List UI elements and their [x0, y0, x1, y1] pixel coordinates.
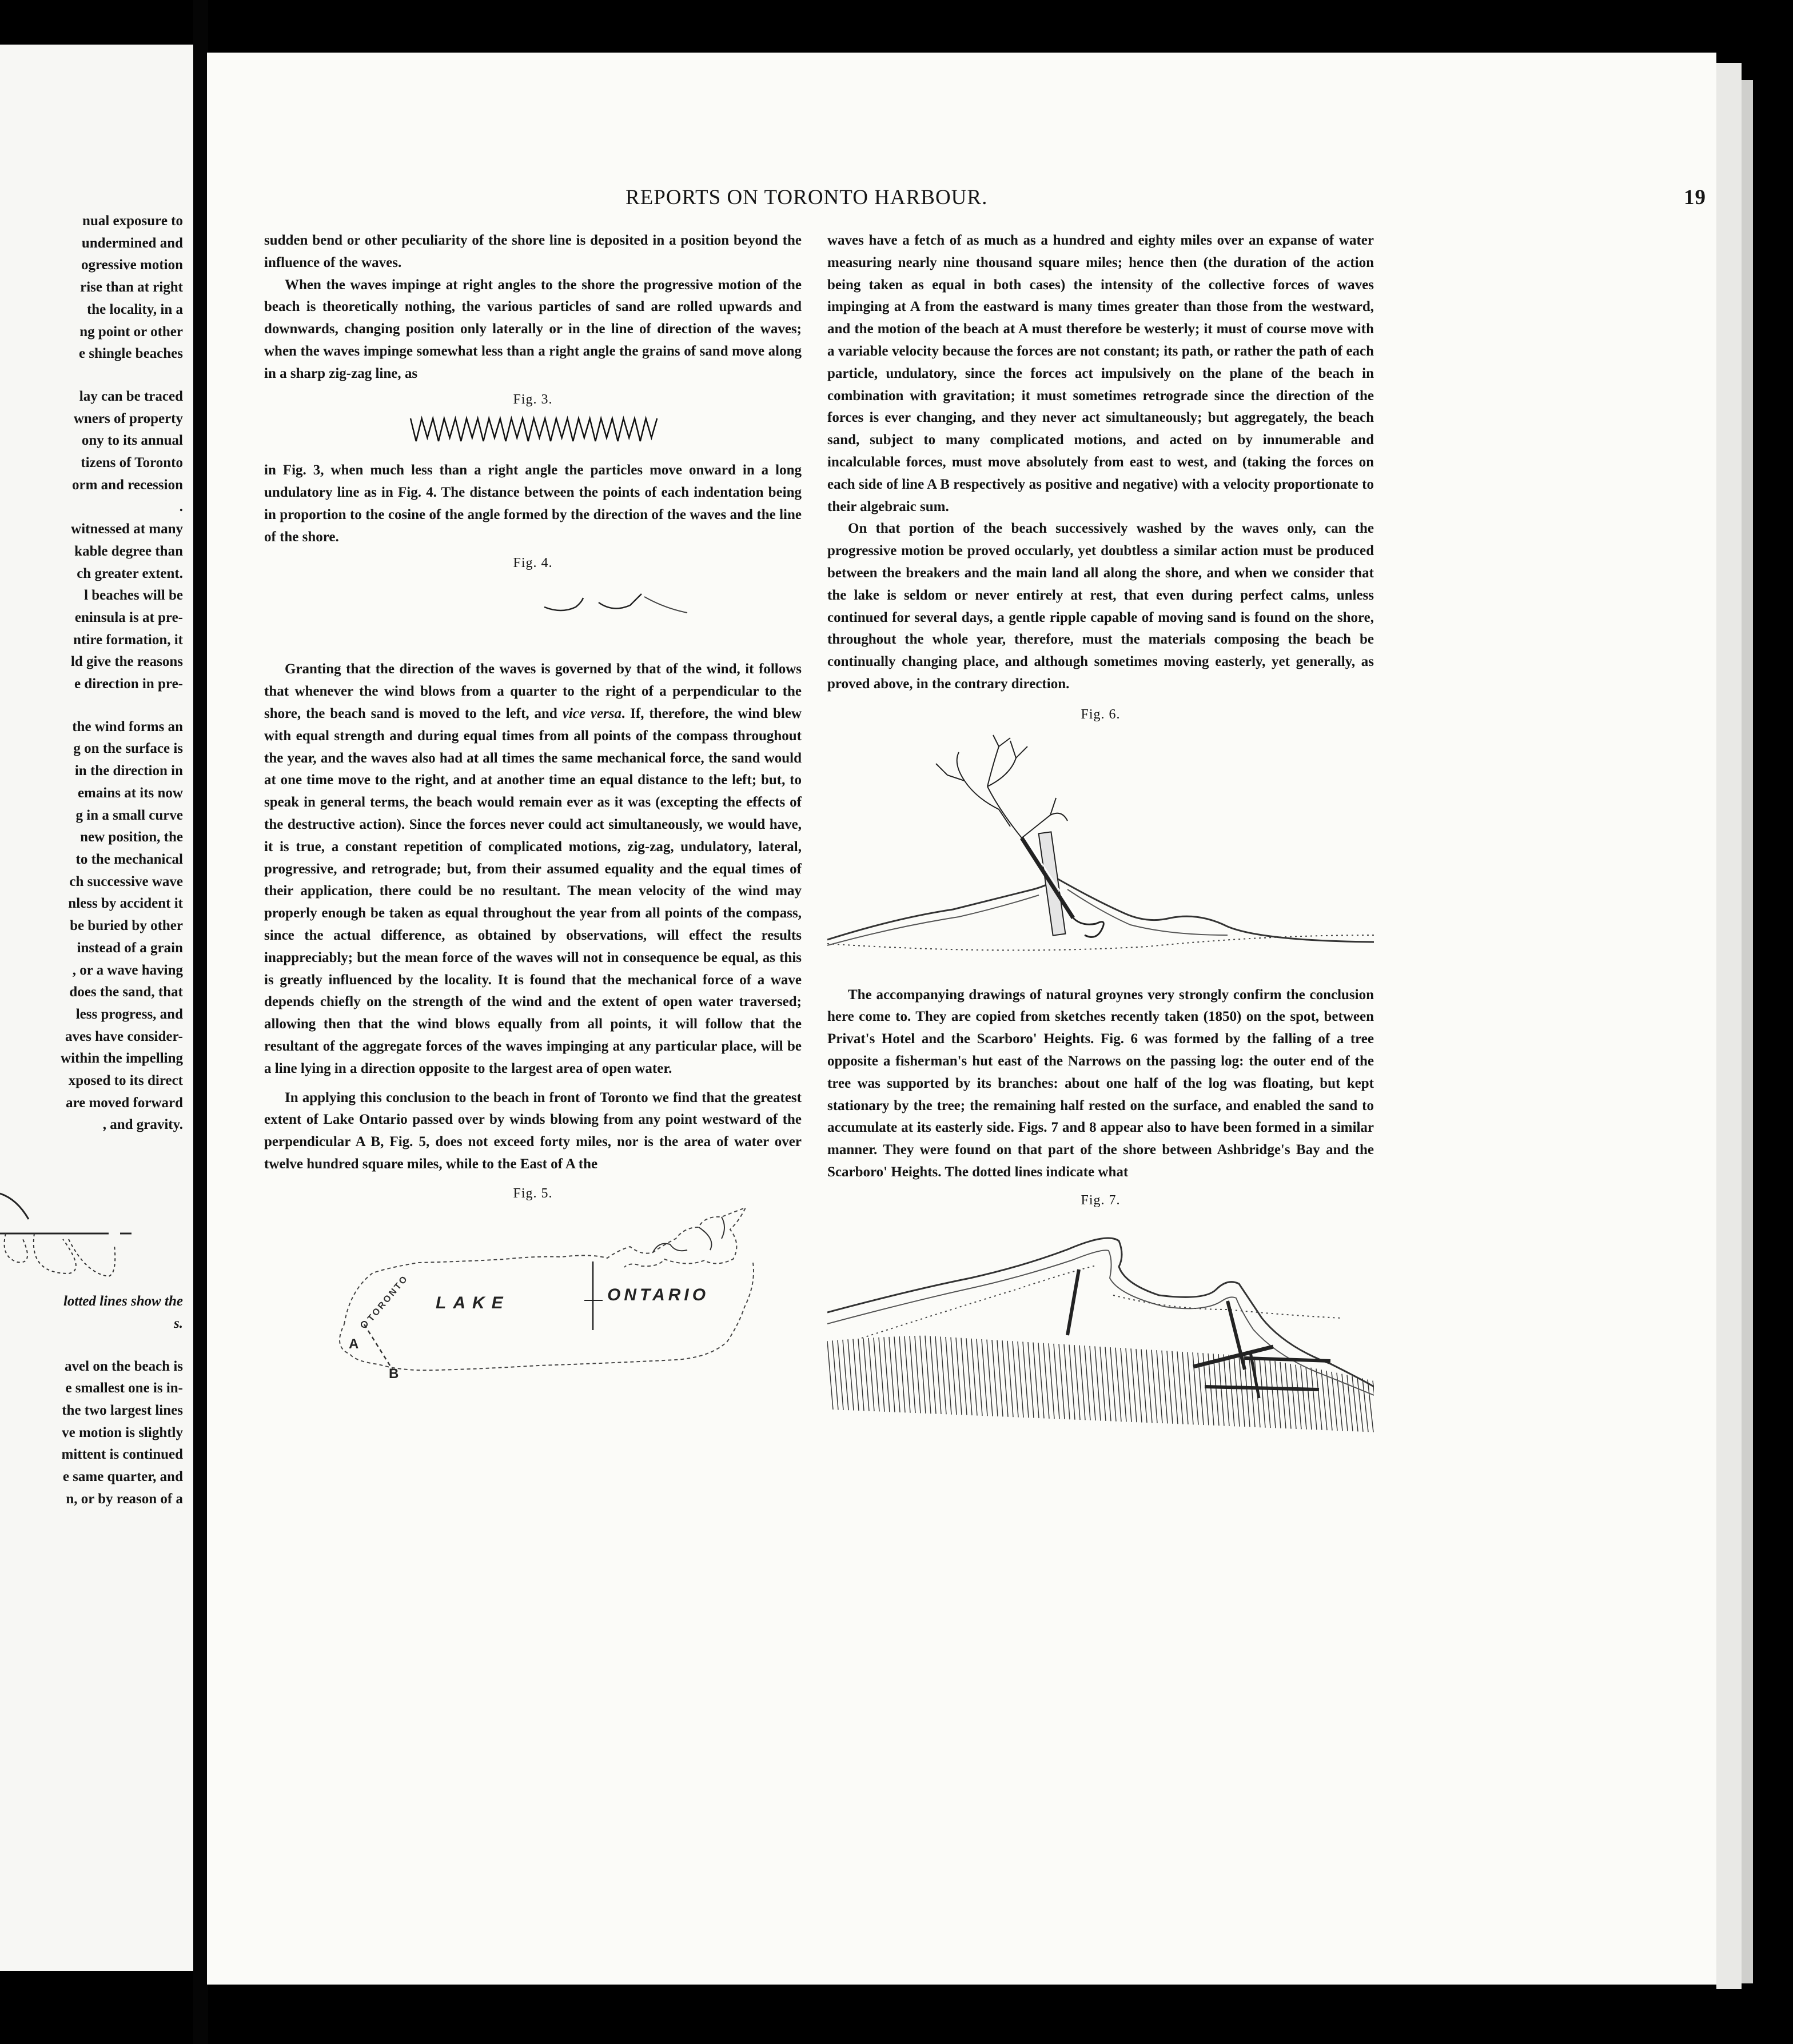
fragment-line: avel on the beach is [65, 1358, 183, 1374]
paragraph: On that portion of the beach successively washed by the waves only, can the progressive motion be proved occularly, yet doubtless a similar action must be produced between the breakers and the main land all along the shore, and when we consider that the lake is seldom or never entirely at rest, that even during perfect calms, unless continued for several days, a gentle ripple capable of moving sand is found on the shore, throughout the whole year, therefore, must the materials composing the beach be continually changing place, and although sometimes moving easterly, yet generally, as proved above, in the contrary direction. [827, 521, 1374, 692]
fragment-line: in the direction in [74, 763, 183, 779]
fragment-line: xposed to its direct [68, 1073, 183, 1089]
book-gutter [193, 0, 208, 2044]
fig6-fallen-tree-groyne [827, 729, 1374, 969]
fragment-line: l beaches will be [84, 588, 183, 604]
fragment-line: e shingle beaches [79, 346, 183, 362]
running-title: REPORTS ON TORONTO HARBOUR. [625, 186, 988, 209]
fragment-line: less progress, and [75, 1006, 183, 1022]
fragment-line: emains at its now [77, 785, 183, 801]
fig5-lake-ontario-map [264, 1204, 802, 1399]
fig7-label: Fig. 7. [1081, 1192, 1121, 1208]
fragment-line: within the impelling [61, 1051, 183, 1067]
fragment-line: e direction in pre- [74, 676, 183, 692]
paragraph-text: . If, therefore, the wind blew with equal strength and during equal times from all points of the compass throughout the year, and the waves also had at all times the same mechanical force, the sand would at one time move to the right, and at another time an equal distance to the left; but, to speak in general terms, the beach would remain ever as it was (excepting the effects of the destructive action). Since the forces never could act simultaneously, we would have, it is true, a constant repetition of complicated motions, zig-zag, undulatory, lateral, progressive, and retrograde; but, from their assumed equality and the equal times of their application, there could be no resultant. The mean velocity of the wind may properly enough be taken as equal throughout the year from all points of the compass, since the actual difference, as obtained by observations, will effect the results inappreciably; but the mean force of the waves will not in consequence be equal, as this is greatly influenced by the locality. It is found that the mechanical force of a wave depends chiefly on the strength of the wind and the extent of open water traversed; allowing then that the wind blows equally from all points, it will follow that the resultant of the aggregate forces of the waves impinging at any particular place, will be a line lying in a direction opposite to the largest area of open water. [264, 705, 802, 1076]
fragment-line: lay can be traced [79, 388, 183, 404]
paragraph: When the waves impinge at right angles to the shore the progressive motion of the beach is theoretically nothing, the various particles of sand are rolled upwards and downwards, changing position only laterally or in the line of direction of the waves; when the waves impinge somewhat less than a right angle the grains of sand move along in a sharp zig-zag line, as [264, 277, 802, 381]
page-edge-shadow [1742, 80, 1753, 1983]
fragment-line: undermined and [81, 235, 183, 251]
fig6-label: Fig. 6. [1081, 706, 1121, 722]
fig7-groyne-drawing [827, 1215, 1374, 1444]
fig5-point-a: A [349, 1336, 359, 1352]
fragment-line: tizens of Toronto [81, 455, 183, 471]
italic-term: vice versa [562, 705, 622, 721]
fragment-block-d [0, 716, 183, 1136]
fragment-line: the two largest lines [62, 1402, 183, 1418]
fragment-line: to the mechanical [75, 851, 183, 867]
fragment-line: new position, the [80, 829, 183, 845]
fragment-line: n, or by reason of a [66, 1491, 183, 1507]
fragment-line: kable degree than [74, 543, 183, 559]
fragment-line: witnessed at many [71, 521, 183, 537]
paragraph-text: Granting that the direction of the waves is governed by that of the wind, it follows that whenever the wind blows from a quarter to the right of a perpendicular to the shore, the beach sand is moved to the left, and [264, 661, 802, 721]
fragment-block-a [0, 210, 183, 365]
fragment-line: g on the surface is [73, 741, 183, 757]
page-number: 19 [1684, 186, 1706, 209]
fragment-line: ony to its annual [81, 433, 183, 449]
fig3-label: Fig. 3. [513, 392, 553, 407]
fragment-line: orm and recession [72, 477, 183, 493]
fragment-line: nless by accident it [68, 896, 183, 912]
paragraph: In applying this conclusion to the beach in front of Toronto we find that the greatest extent of Lake Ontario passed over by winds blowing from any point westward of the perpendicular A B, Fig. 5, does not exceed forty miles, nor is the area of water over twelve hundred square miles, while to the East of A the [264, 1089, 802, 1172]
fig5-label-toronto: TORONTO [366, 1273, 411, 1324]
paragraph: sudden bend or other peculiarity of the shore line is deposited in a position beyond the influence of the waves. [264, 233, 802, 270]
fragment-line: e same quarter, and [62, 1469, 183, 1485]
left-column [264, 230, 802, 1399]
fragment-caption: lotted lines show the [63, 1294, 183, 1310]
fragment-line: does the sand, that [69, 984, 183, 1000]
fragment-line: ch greater extent. [77, 565, 183, 581]
fig5-label: Fig. 5. [513, 1185, 553, 1201]
fragment-line: ld give the reasons [70, 654, 183, 670]
fragment-line: mittent is continued [61, 1447, 183, 1463]
fragment-line: ntire formation, it [73, 632, 183, 648]
fragment-line: e smallest one is in- [65, 1380, 183, 1396]
fragment-line: be buried by other [70, 918, 183, 934]
fragment-line: the locality, in a [86, 301, 183, 317]
fragment-line: wners of property [73, 410, 183, 426]
fig5-label-lake: LAKE [436, 1294, 510, 1313]
fragment-line: rise than at right [80, 280, 183, 296]
fig5-label-ontario: ONTARIO [607, 1286, 710, 1305]
fig4-undulatory-illustration [264, 585, 802, 625]
fragment-line: instead of a grain [77, 940, 183, 956]
fragment-caption: s. [174, 1315, 183, 1331]
paragraph: in Fig. 3, when much less than a right angle the particles move onward in a long undulatory line as in Fig. 4. The distance between the points of each indentation being in proportion to the cosine of the angle formed by the direction of the waves and the line of the shore. [264, 462, 802, 545]
page-19 [207, 53, 1716, 1985]
fragment-block-c [0, 518, 183, 696]
paragraph [264, 658, 802, 1080]
previous-page-fragment [0, 45, 193, 1971]
fragment-block-e [0, 1356, 183, 1511]
right-column [827, 230, 1374, 1444]
fragment-line: aves have consider- [65, 1028, 183, 1044]
fragment-line: are moved forward [65, 1095, 183, 1111]
fragment-line: , or a wave having [72, 962, 183, 978]
fragment-line: the wind forms an [72, 718, 183, 734]
page-edge [1716, 63, 1742, 1989]
fragment-block-b [0, 386, 183, 518]
previous-page-column [0, 210, 183, 1510]
fragment-figure [0, 1159, 193, 1291]
fragment-line: ng point or other [79, 324, 183, 340]
fragment-line: ogressive motion [81, 257, 183, 273]
fig3-zigzag-illustration [407, 414, 659, 449]
paragraph: waves have a fetch of as much as a hundred and eighty miles over an expanse of water measuring nearly nine thousand square miles; hence then (the duration of the action being taken as equal in both cases) the intensity of the collective forces of waves impinging at A from the eastward is many times greater than those from the westward, and the motion of the beach at A must therefore be westerly; it must of course move with a variable velocity because the forces are not constant; its path, or rather the path of each particle, undulatory, since the forces act impulsively on the plane of the beach in combination with gravitation; it must sometimes retrograde since the direction of the forces is ever changing, and they never act simultaneously; but aggregately, the beach sand, subject to many complicated motions, and acted on by innumerable and incalculable forces, must move absolutely from east to west, and (taking the forces on each side of line A B respectively as positive and negative) with a velocity proportionate to their algebraic sum. [827, 233, 1374, 514]
fragment-line: . [179, 499, 183, 515]
fragment-line: g in a small curve [75, 807, 183, 823]
fig4-label: Fig. 4. [513, 555, 553, 570]
fragment-line: eninsula is at pre- [74, 609, 183, 625]
fragment-line: nual exposure to [82, 213, 183, 229]
fragment-line: ch successive wave [69, 873, 183, 889]
fragment-line: , and gravity. [102, 1117, 183, 1133]
paragraph: The accompanying drawings of natural groynes very strongly confirm the conclusion here come to. They are copied from sketches recently taken (1850) on the spot, between Privat's Hotel and the Scarboro' Heights. Fig. 6 was formed by the falling of a tree opposite a fisherman's hut east of the Narrows on the passing log: the outer end of the tree was supported by its branches: about one half of the log was floating, but kept stationary by the tree; the remaining half rested on the surface, and enabled the sand to accumulate at its easterly side. Figs. 7 and 8 appear also to have been formed in a similar manner. They were found on that part of the shore between Ashbridge's Bay and the Scarboro' Heights. The dotted lines indicate what [827, 987, 1374, 1180]
fragment-line: ve motion is slightly [62, 1424, 183, 1440]
fig5-point-b: B [389, 1366, 399, 1382]
